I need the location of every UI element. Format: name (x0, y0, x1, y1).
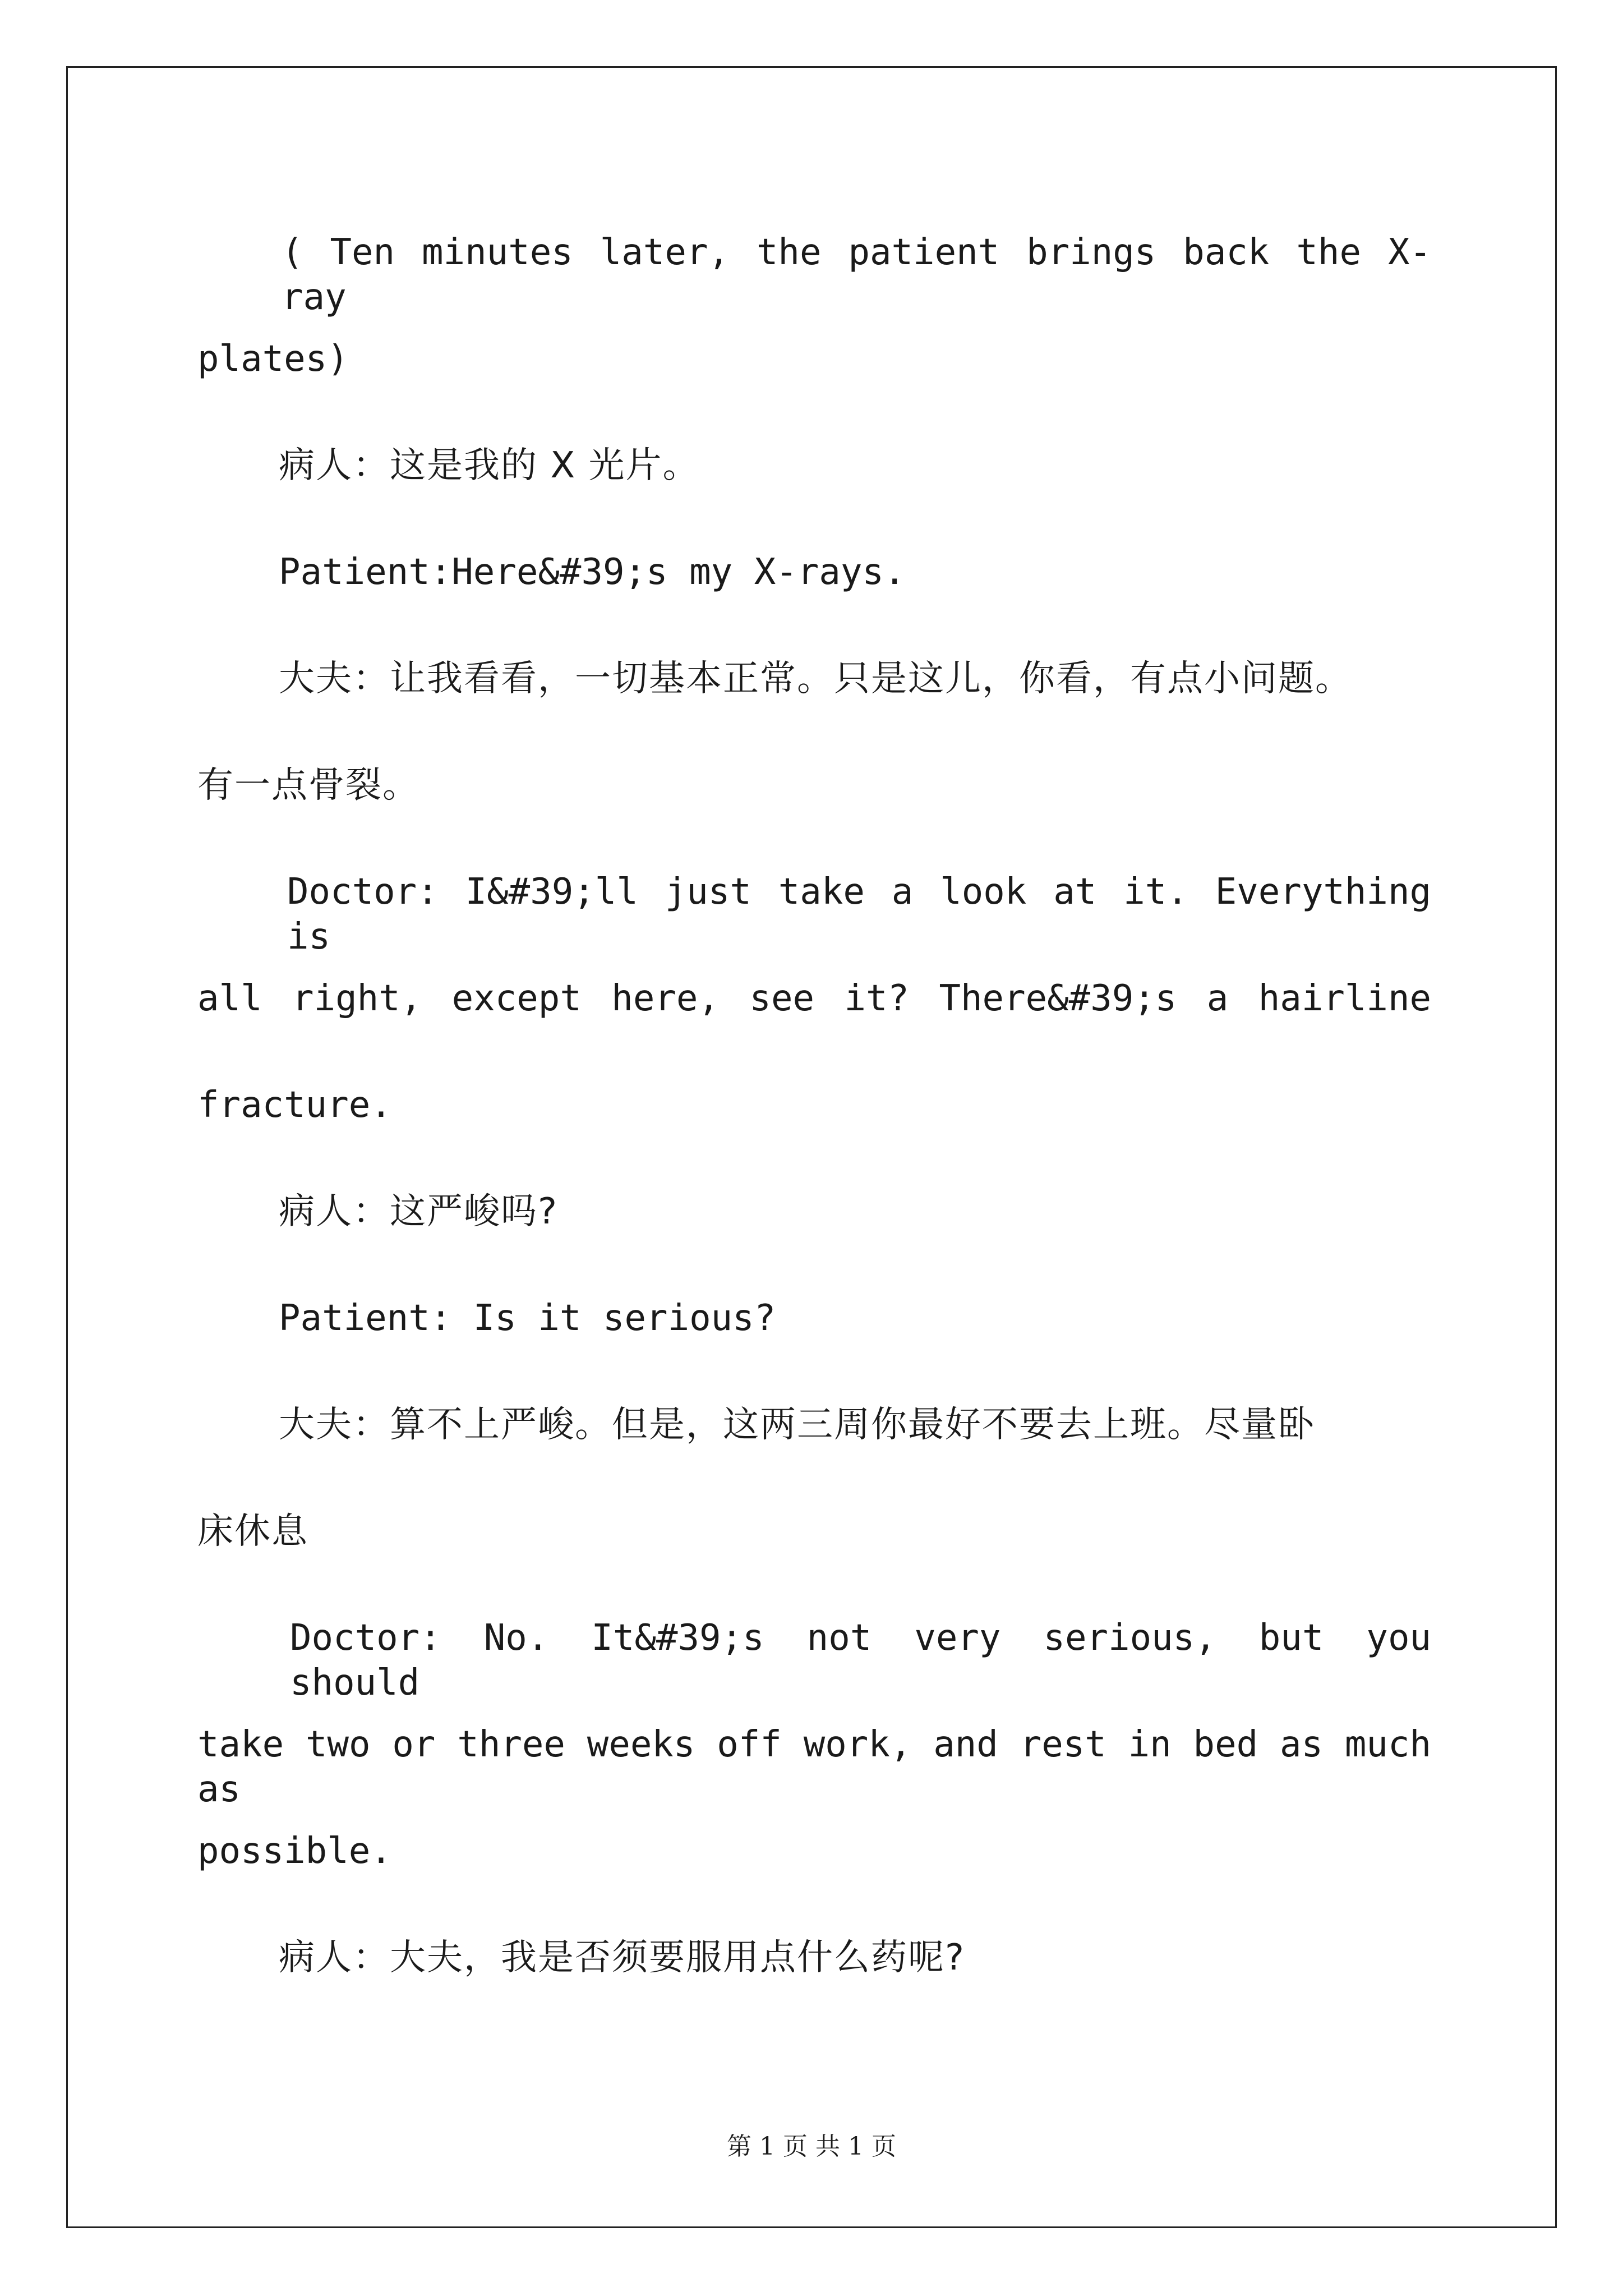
paragraph-line: 病人：这严峻吗? (279, 1191, 558, 1232)
paragraph-line: possible. (197, 1830, 392, 1872)
paragraph-line: 有一点骨裂。 (197, 765, 419, 806)
paragraph-line: plates) (197, 338, 349, 380)
paragraph-line: 床休息 (197, 1511, 308, 1552)
paragraph-line: Patient: Is it serious? (279, 1297, 776, 1339)
paragraph-line: ( Ten minutes later, the patient brings back the X-ray (282, 232, 1431, 318)
paragraph-line: 大夫：让我看看，一切基本正常。只是这儿，你看，有点小问题。 (279, 658, 1352, 700)
paragraph-line: Doctor: No. It&#39;s not very serious, but you should (290, 1617, 1431, 1704)
paragraph-line: Patient:Here&#39;s my X-rays. (279, 551, 906, 593)
page-border (66, 66, 1557, 2228)
paragraph-line: take two or three weeks off work, and rest in bed as much as (197, 1724, 1431, 1810)
paragraph-line: all right, except here, see it? There&#39;s a hairline (197, 978, 1431, 1019)
paragraph-line: 病人：大夫，我是否须要服用点什么药呢? (279, 1937, 965, 1978)
paragraph-line: Doctor: I&#39;ll just take a look at it. Everything is (287, 871, 1431, 958)
paragraph-line: 大夫：算不上严峻。但是，这两三周你最好不要去上班。尽量卧 (279, 1404, 1315, 1446)
paragraph-line: fracture. (197, 1084, 392, 1126)
page-footer: 第 1 页 共 1 页 (727, 2132, 896, 2161)
paragraph-line: 病人：这是我的 X 光片。 (279, 445, 700, 486)
